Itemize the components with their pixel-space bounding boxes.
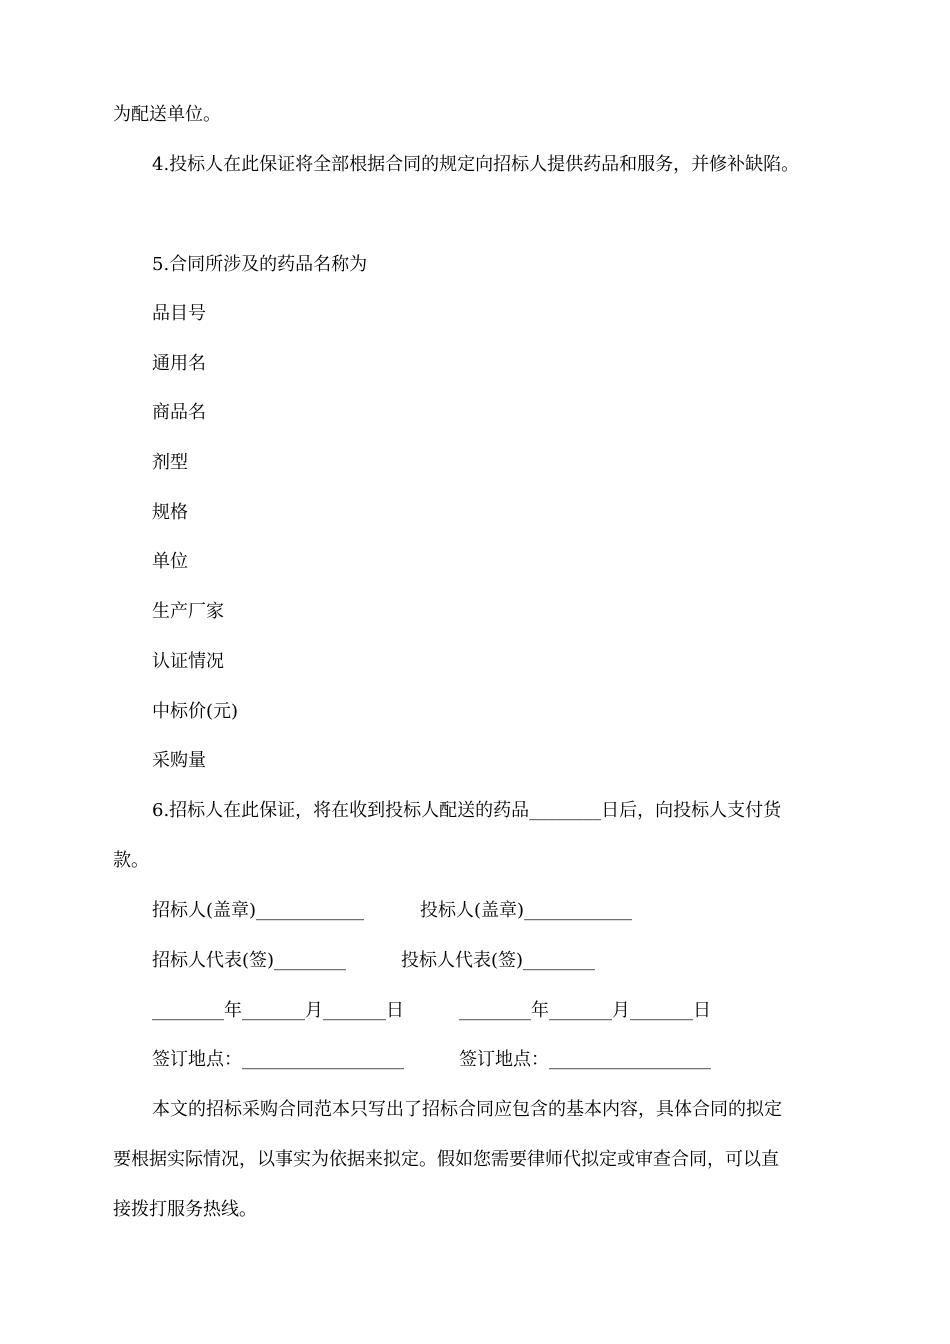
bidder-rep: 投标人代表(签)________	[401, 950, 596, 971]
date-right: ________年_______月_______日	[459, 1000, 711, 1021]
field-item: 剂型	[152, 452, 188, 473]
clause-5: 5.合同所涉及的药品名称为	[152, 254, 368, 275]
field-item: 通用名	[152, 353, 206, 374]
tender-rep: 招标人代表(签)________	[152, 950, 347, 971]
field-item: 规格	[152, 502, 188, 523]
clause-4: 4.投标人在此保证将全部根据合同的规定向招标人提供药品和服务，并修补缺陷。	[152, 154, 800, 175]
text-line: 为配送单位。	[113, 104, 221, 125]
field-item: 采购量	[152, 750, 206, 771]
field-item: 中标价(元)	[152, 701, 239, 722]
field-item: 品目号	[152, 303, 206, 324]
field-item: 生产厂家	[152, 601, 224, 622]
place-right: 签订地点：__________________	[459, 1049, 711, 1070]
field-item: 认证情况	[152, 651, 224, 672]
note-line: 接拨打服务热线。	[113, 1199, 257, 1220]
bidder-seal: 投标人(盖章)____________	[420, 900, 633, 921]
field-item: 单位	[152, 551, 188, 572]
clause-6-cont: 款。	[113, 850, 149, 871]
note-line: 本文的招标采购合同范本只写出了招标合同应包含的基本内容，具体合同的拟定	[152, 1099, 782, 1120]
note-line: 要根据实际情况，以事实为依据来拟定。假如您需要律师代拟定或审查合同，可以直	[113, 1149, 779, 1170]
date-left: ________年_______月_______日	[152, 1000, 404, 1021]
field-item: 商品名	[152, 402, 206, 423]
clause-6: 6.招标人在此保证，将在收到投标人配送的药品________日后，向投标人支付货	[152, 800, 782, 821]
place-left: 签订地点：__________________	[152, 1049, 404, 1070]
tender-seal: 招标人(盖章)____________	[152, 900, 365, 921]
